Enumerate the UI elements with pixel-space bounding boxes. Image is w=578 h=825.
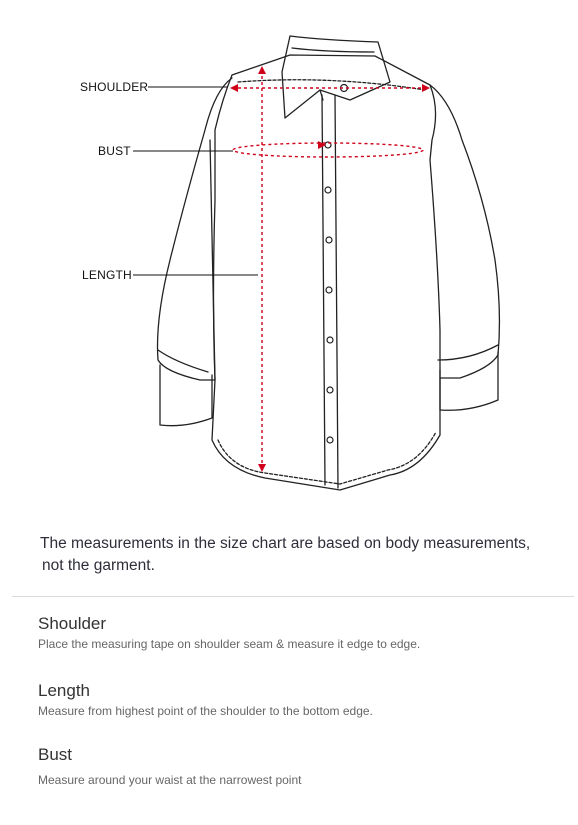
note-line-2: not the garment. (42, 557, 155, 574)
button-4 (326, 237, 332, 243)
section-length (38, 681, 568, 719)
bust-callout: BUST (98, 144, 131, 158)
measurement-note (40, 533, 560, 577)
placket (322, 95, 325, 485)
length-callout: LENGTH (82, 268, 132, 282)
button-7 (327, 387, 333, 393)
note-line-1: The measurements in the size chart are based on body measurements, (40, 535, 531, 552)
section-title: Bust (38, 745, 73, 764)
button-5 (326, 287, 332, 293)
section-title: Shoulder (38, 614, 107, 633)
left-sleeve (158, 78, 233, 380)
divider (12, 596, 574, 597)
section-shoulder (38, 614, 568, 652)
shoulder-arrow-right (422, 84, 430, 92)
length-arrow-bottom (258, 464, 266, 472)
length-arrow-top (258, 66, 266, 74)
button-6 (327, 337, 333, 343)
button-3 (325, 187, 331, 193)
button-8 (327, 437, 333, 443)
shoulder-arrow-left (230, 84, 238, 92)
section-title: Length (38, 681, 90, 700)
section-bust (38, 745, 568, 788)
section-description: Measure from highest point of the shoulder to the bottom edge. (38, 704, 373, 718)
section-description: Place the measuring tape on shoulder seam & measure it edge to edge. (38, 637, 421, 651)
shirt-body-outline (212, 55, 440, 490)
section-description: Measure around your waist at the narrowest point (38, 773, 302, 787)
shoulder-callout: SHOULDER (80, 80, 149, 94)
